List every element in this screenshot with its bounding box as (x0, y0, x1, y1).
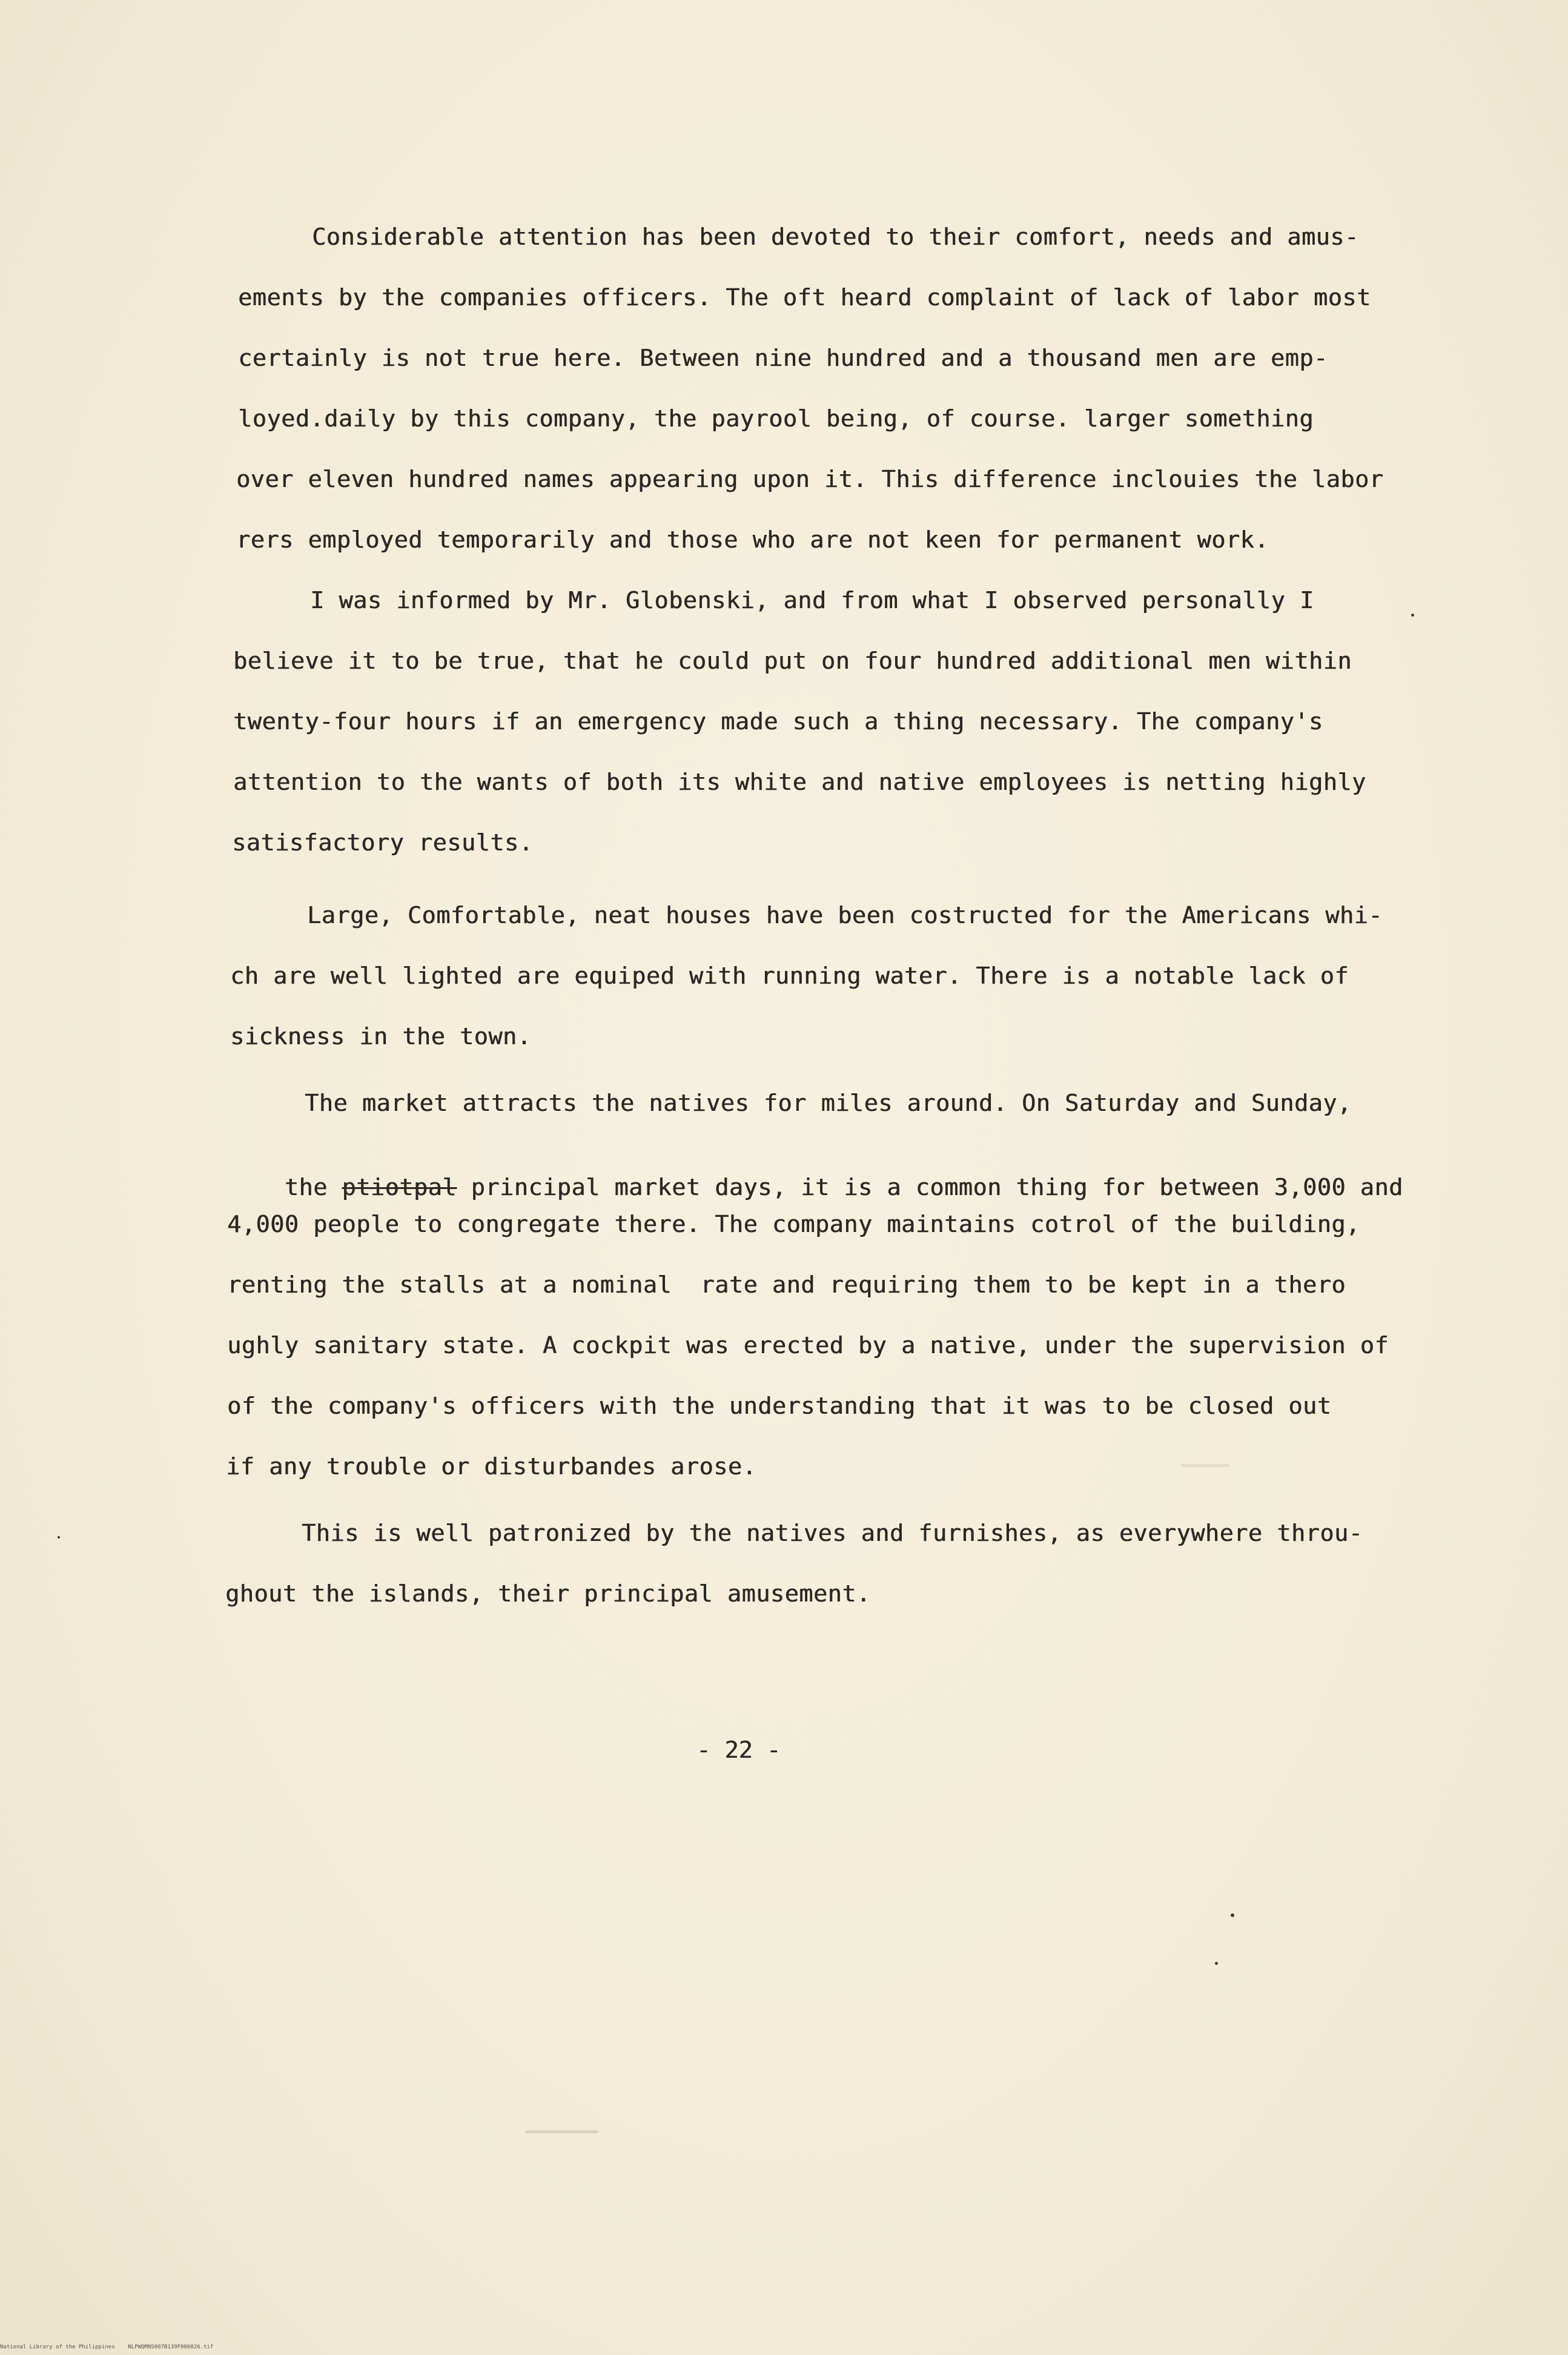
text-line-8: believe it to be true, that he could put on four hundred additional men within (233, 648, 1352, 675)
scan-footer: National Library of the Philippines NLPWQMNS007B139F006026.tif (0, 2344, 214, 2350)
text-line-6: rers employed temporarily and those who are not keen for permanent work. (236, 526, 1269, 554)
paper-speck (1215, 1962, 1218, 1965)
text-line-2: ements by the companies officers. The oft heard complaint of lack of labor most (238, 284, 1371, 311)
text-line-11: satisfactory results. (232, 829, 534, 856)
text-line-20: of the company's officers with the understanding that it was to be closed out (227, 1393, 1332, 1420)
text-line-16-start: the (284, 1173, 328, 1201)
faint-smudge (1181, 1464, 1229, 1467)
text-line-10: attention to the wants of both its white and native employees is netting highly (233, 769, 1366, 796)
text-line-23: ghout the islands, their principal amusement. (225, 1580, 871, 1608)
faint-smudge (526, 2130, 598, 2133)
paper-speck (1231, 1913, 1234, 1917)
paper-speck (1411, 614, 1414, 617)
text-line-9: twenty-four hours if an emergency made such a thing necessary. The company's (233, 708, 1323, 735)
text-line-13: ch are well lighted are equiped with running water. There is a notable lack of (230, 962, 1349, 990)
text-line-21: if any trouble or disturbandes arose. (226, 1453, 757, 1480)
text-line-16-end: principal market days, it is a common thing for between 3,000 and (471, 1173, 1403, 1201)
text-line-22: This is well patronized by the natives and furnishes, as everywhere throu- (302, 1520, 1363, 1547)
text-line-19: ughly sanitary state. A cockpit was erected by a native, under the supervision of (227, 1332, 1389, 1359)
text-line-17: 4,000 people to congregate there. The company maintains cotrol of the building, (227, 1211, 1360, 1238)
text-line-7: I was informed by Mr. Globenski, and from what I observed personally I (310, 587, 1314, 614)
text-line-12: Large, Comfortable, neat houses have been costructed for the Americans whi- (307, 902, 1383, 929)
text-line-18: renting the stalls at a nominal rate and requiring them to be kept in a thero (227, 1271, 1346, 1299)
text-line-5: over eleven hundred names appearing upon it. This difference inclouies the labor (236, 466, 1384, 493)
text-line-3: certainly is not true here. Between nine hundred and a thousand men are emp- (238, 345, 1328, 372)
page-number: - 22 - (696, 1737, 781, 1764)
text-line-4: loyed.daily by this company, the payrool being, of course. larger something (238, 405, 1314, 432)
text-line-15: The market attracts the natives for miles around. On Saturday and Sunday, (305, 1090, 1352, 1117)
struck-out-word: ptiotpal (342, 1173, 457, 1201)
paper-speck (58, 1536, 60, 1539)
text-line-1: Considerable attention has been devoted to their comfort, needs and amus- (312, 224, 1359, 251)
text-line-14: sickness in the town. (230, 1023, 532, 1050)
